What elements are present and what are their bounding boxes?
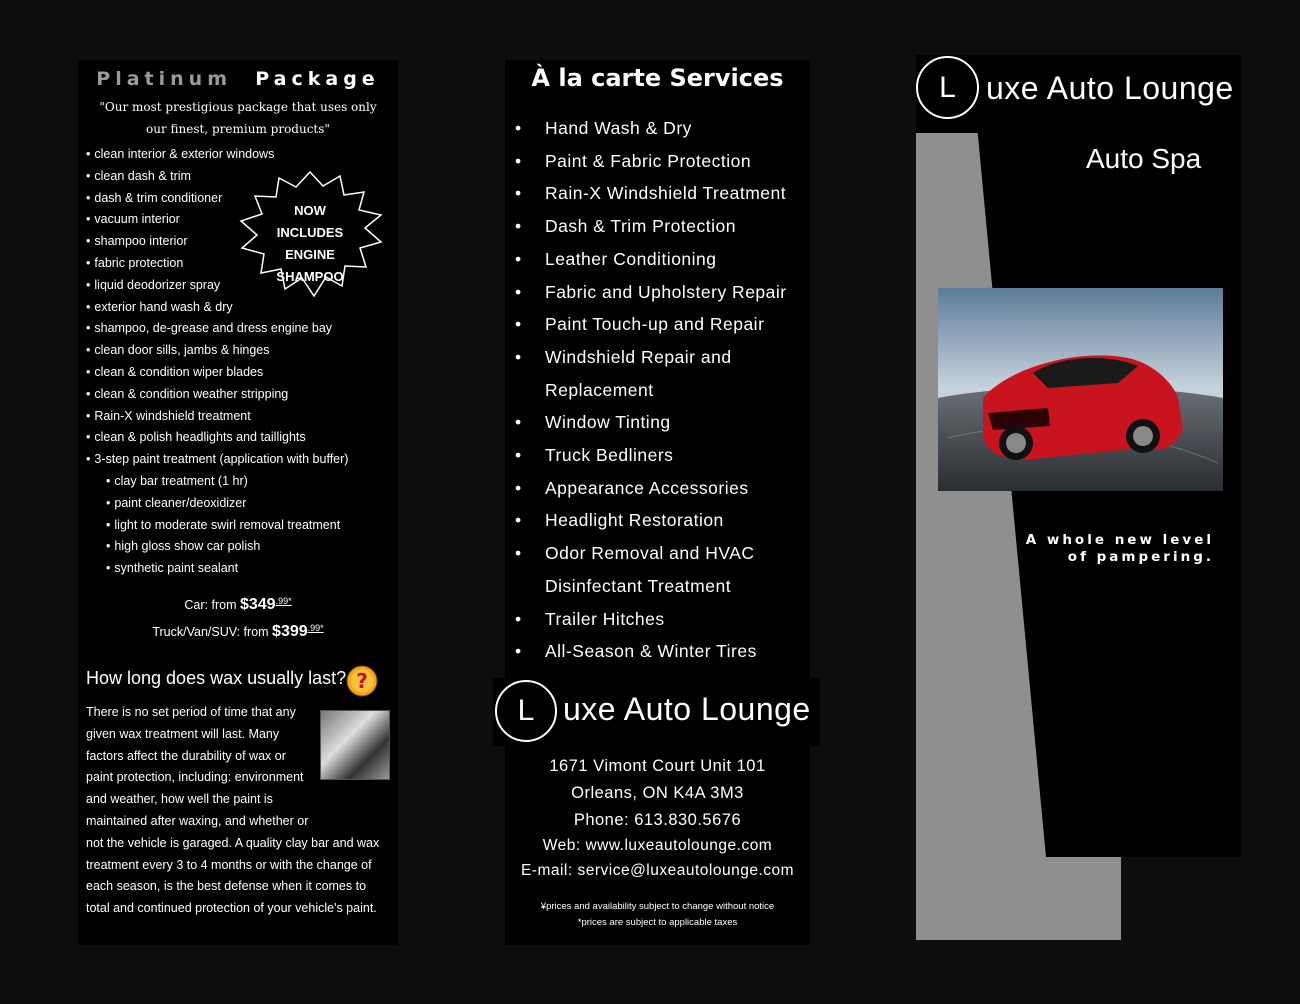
list-item: • Headlight Restoration <box>515 504 800 537</box>
auto-spa-title: Auto Spa <box>1086 143 1202 174</box>
email: E-mail: service@luxeautolounge.com <box>520 862 795 879</box>
list-item: • All-Season & Winter Tires <box>515 635 800 668</box>
alacarte-panel <box>505 60 810 945</box>
svg-text:?: ? <box>356 669 368 693</box>
list-item: • clean & condition weather stripping <box>86 384 348 406</box>
fine-print-1: ¥prices and availability subject to change without notice <box>540 901 775 912</box>
platinum-quote: "Our most prestigious package that uses only our finest, premium products" <box>99 100 377 136</box>
list-item: • Appearance Accessories <box>515 472 800 505</box>
list-item: • Fabric and Upholstery Repair <box>515 276 800 309</box>
phone: Phone: 613.830.5676 <box>573 811 742 829</box>
question-mark-icon <box>346 665 378 697</box>
diagonal-shape <box>916 55 1241 940</box>
list-item: • Truck Bedliners <box>515 439 800 472</box>
list-item: • Rain-X windshield treatment <box>86 406 348 428</box>
red-sports-car-photo <box>938 288 1223 491</box>
wax-paragraph: There is no set period of time that any given wax treatment will last. Many factors affect the durability of wax or paint protection, including: environment and weather, how well the paint is maintained after waxing, and whether or not the vehicle is garaged. A quality clay bar and wax treatment every 3 to 4 months or with the change of each season, is the best defense when it comes to total and continued protection of your vehicle's paint. <box>86 705 380 916</box>
list-item: • clean door sills, jambs & hinges <box>86 340 348 362</box>
sub-list-item: • light to moderate swirl removal treatment <box>86 515 348 537</box>
list-item: • liquid deodorizer spray <box>86 275 348 297</box>
list-item: • Odor Removal and HVAC Disinfectant Treatment <box>515 537 800 602</box>
fine-print-2: *prices are subject to applicable taxes <box>577 917 738 928</box>
list-item: • exterior hand wash & dry <box>86 297 348 319</box>
list-item: • Rain-X Windshield Treatment <box>515 177 800 210</box>
list-item: • shampoo interior <box>86 231 348 253</box>
logo-text: uxe Auto Lounge <box>563 691 811 727</box>
address-line-2: Orleans, ON K4A 3M3 <box>571 784 744 802</box>
burst-line: ENGINE <box>285 247 335 262</box>
burst-line: SHAMPOO <box>276 269 344 284</box>
logo-text: uxe Auto Lounge <box>986 70 1234 106</box>
burst-line: INCLUDES <box>276 225 344 240</box>
list-item: • Windshield Repair and Replacement <box>515 341 800 406</box>
logo-letter-circle: L <box>916 56 979 119</box>
sub-list-item: • synthetic paint sealant <box>86 558 348 580</box>
truck-price: Truck/Van/SUV: from $\$399^{.99*}$ <box>152 623 324 641</box>
list-item: • clean & condition wiper blades <box>86 362 348 384</box>
list-item: • dash & trim conditioner <box>86 188 348 210</box>
list-item: • vacuum interior <box>86 209 348 231</box>
sub-list-item: • high gloss show car polish <box>86 536 348 558</box>
slogan: A whole new level of pampering. <box>1025 532 1214 565</box>
platinum-title: Platinum Package <box>96 68 380 90</box>
logo-letter-circle: L <box>495 680 557 742</box>
list-item: • Leather Conditioning <box>515 243 800 276</box>
alacarte-list <box>515 112 800 668</box>
platinum-panel <box>78 60 398 945</box>
list-item: • clean & polish headlights and taillights <box>86 427 348 449</box>
list-item: • Paint Touch-up and Repair <box>515 308 800 341</box>
list-item: • Trailer Hitches <box>515 603 800 636</box>
sub-list-item: • clay bar treatment (1 hr) <box>86 471 348 493</box>
list-item: • 3-step paint treatment (application with buffer) <box>86 449 348 471</box>
cover-panel <box>916 55 1241 940</box>
address-line-1: 1671 Vimont Court Unit 101 <box>549 757 766 775</box>
list-item: • Dash & Trim Protection <box>515 210 800 243</box>
list-item: • Hand Wash & Dry <box>515 112 800 145</box>
starburst-badge <box>238 170 383 300</box>
list-item: • fabric protection <box>86 253 348 275</box>
list-item: • shampoo, de-grease and dress engine bay <box>86 318 348 340</box>
list-item: • clean dash & trim <box>86 166 348 188</box>
car-price: Car: from $\$349^{.99*}$ <box>184 596 292 614</box>
website: Web: www.luxeautolounge.com <box>542 837 773 854</box>
wax-heading: How long does wax usually last? <box>86 668 347 688</box>
list-item: • Window Tinting <box>515 406 800 439</box>
sub-list-item: • paint cleaner/deoxidizer <box>86 493 348 515</box>
burst-line: NOW <box>294 203 326 218</box>
brand-logo <box>493 678 820 746</box>
alacarte-title: À la carte Services <box>531 64 784 92</box>
list-item: • Paint & Fabric Protection <box>515 145 800 178</box>
list-item: • clean interior & exterior windows <box>86 144 348 166</box>
